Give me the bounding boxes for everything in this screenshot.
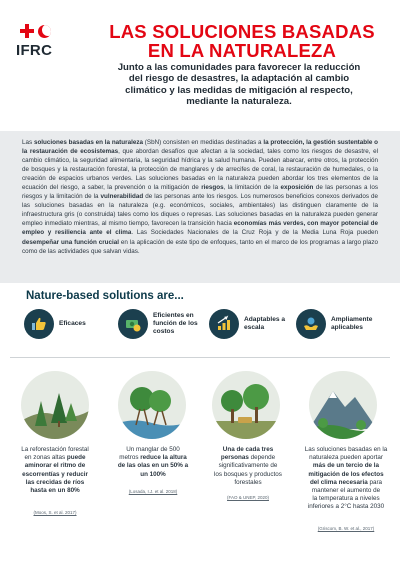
- property-label-line: función de los: [153, 320, 198, 327]
- stat-bold: un 100%: [140, 470, 166, 478]
- property-label: [244, 316, 285, 332]
- property-effective: [24, 309, 86, 339]
- illustration-circle: [212, 371, 280, 439]
- intro-bold: riesgos: [201, 184, 224, 192]
- citation[interactable]: (Losada, I.J. et al. 2018): [128, 489, 178, 494]
- red-crescent-icon: [38, 25, 51, 38]
- stat-bold: más de un tercio de la: [312, 462, 380, 470]
- mangrove-illustration: [109, 369, 195, 441]
- subtitle-line-1: Junto a las comunidades para favorecer la reducción: [117, 62, 361, 73]
- title-line-2: EN LA NATURALEZA: [147, 40, 337, 61]
- stat-bold: hasta en un 80%: [30, 487, 80, 495]
- stat-line: los bosques y productos: [214, 470, 282, 478]
- stat-line: la temperatura a niveles: [312, 495, 380, 503]
- stat-mangrove: [108, 446, 198, 479]
- forest-products-illustration: [203, 369, 289, 441]
- illustration-circle: [309, 371, 377, 439]
- page-subtitle: [84, 62, 394, 108]
- stat-line: [10, 479, 100, 487]
- stat-line: [10, 471, 100, 479]
- stat-line: [298, 479, 394, 487]
- property-label-line: Adaptables a: [244, 316, 286, 323]
- citation[interactable]: (Moos, S. et al. 2017): [33, 510, 77, 515]
- stat-bold: del clima necesaria: [309, 478, 368, 486]
- stat-line: naturaleza pueden aportar: [309, 454, 383, 462]
- stat-line: Las soluciones basadas en la: [304, 446, 388, 453]
- intro-bold: la protección, la gestión sustentable o la restauración de ecosistemas: [22, 139, 379, 156]
- intro-bold: vulnerabilidad: [100, 193, 144, 201]
- stat-line: La reforestación forestal: [21, 446, 89, 453]
- stat-climate-mitigation: [298, 446, 394, 512]
- stat-line: [108, 462, 198, 470]
- section-divider: [10, 357, 390, 358]
- intro-bold: exposición: [280, 184, 314, 192]
- illustration-circle: [21, 371, 89, 439]
- ifrc-logo: [16, 24, 62, 59]
- stat-bold: mitigación de los efectos: [308, 470, 384, 478]
- mountain-illustration: [300, 369, 386, 441]
- section-title: Nature-based solutions are...: [26, 290, 184, 302]
- stat-bold: puede: [66, 454, 86, 462]
- stat-line: inferiores a 2°C hasta 2030: [307, 503, 385, 511]
- citation[interactable]: (Griscom, B. W. et al., 2017): [317, 526, 375, 531]
- money-icon: [118, 309, 148, 339]
- property-label-line: escala: [244, 324, 265, 331]
- page-header: [0, 0, 400, 140]
- scalable-icon: [209, 309, 239, 339]
- intro-text: , la limitación de la: [223, 184, 281, 192]
- stat-bold: reduce la altura: [140, 454, 187, 462]
- intro-text: , que abordan desafíos que afectan a la sociedad, tales como los riesgos de desastre, el cambio climático, la seguridad alimentaria, la seguridad hídrica y la salud humana. Pueden abarcar, entre otros, la protección de bosques y la restauración forestal, la protección de manglares y de arrecifes de coral, la restauración de humedales, o la creación de espacios urbanos verdes. Las soluciones basadas en la naturaleza pueden abordar los tres elementos de la ecuación del riesgo, a saber, la prevención o la mitigación de: [22, 148, 378, 192]
- stat-line: mantener el aumento de: [311, 487, 381, 495]
- stat-bold: aminorar el ritmo de: [24, 462, 86, 470]
- hands-icon: [296, 309, 326, 339]
- nbs-properties: [24, 309, 384, 349]
- stat-line: [298, 462, 394, 470]
- stat-line: forestales: [234, 478, 262, 486]
- intro-text: . Las Sociedades Nacionales de la Cruz Roja y de la Media Luna Roja pueden: [131, 229, 379, 237]
- property-label-line: aplicables: [331, 324, 363, 331]
- illustration-circle: [118, 371, 186, 439]
- property-label: [59, 320, 86, 328]
- property-widely-applicable: [296, 309, 372, 339]
- property-scalable: [209, 309, 285, 339]
- intro-text: de las personas a los riesgos y la limitación de la: [22, 184, 378, 201]
- intro-text: de las personas ante los riesgos. Los numerosos beneficios conexos derivados de las soluciones basadas en la naturaleza (e.g. económicos, sociales, ambientales) las distinguen claramente de la infraestructura gris (o construida) tales como los diques o represas. Las soluciones basadas en la naturaleza pueden generar empleo inmediato mientras, al mismo tiempo, favorecen la transición hacia: [22, 193, 378, 228]
- property-label-line: Eficaces: [59, 320, 86, 327]
- stat-text: depende: [248, 454, 276, 462]
- stat-line: [108, 454, 198, 462]
- thumbs-up-icon: [24, 309, 54, 339]
- property-label-line: costos: [153, 328, 175, 335]
- stat-bold: de las olas en un 50% a: [117, 462, 189, 470]
- intro-text: (SbN) consisten en medidas destinadas a: [142, 139, 264, 146]
- stat-bold: escorrentías y reducir: [22, 470, 88, 478]
- forest-illustration: [12, 369, 98, 441]
- stat-line: Un manglar de 500: [126, 446, 180, 453]
- subtitle-line-3: climático y las medidas de mitigación al respecto,: [125, 84, 353, 96]
- red-cross-icon: [20, 24, 34, 38]
- page-title: [92, 22, 392, 60]
- stat-bold: Una de cada tres: [222, 446, 274, 453]
- intro-paragraph: [0, 131, 400, 283]
- property-label: [331, 316, 372, 332]
- stat-line: [203, 446, 293, 454]
- stat-text: en zonas altas: [24, 454, 67, 462]
- property-label: [153, 312, 198, 336]
- property-label-line: Ampliamente: [331, 316, 373, 323]
- title-line-1: LAS SOLUCIONES BASADAS: [109, 21, 375, 42]
- subtitle-line-4: mediante la naturaleza.: [186, 96, 292, 108]
- property-label-line: Eficientes en: [153, 312, 194, 319]
- stat-bold: personas: [220, 454, 249, 462]
- logo-text: IFRC: [16, 42, 53, 59]
- stat-line: [108, 471, 198, 479]
- stat-line: [203, 454, 293, 462]
- stat-line: [10, 454, 100, 462]
- stat-line: [10, 462, 100, 470]
- intro-bold: desempeñar una función crucial: [22, 238, 120, 246]
- logo-symbols: [20, 24, 62, 38]
- stat-line: significativamente de: [218, 462, 278, 470]
- stat-reforestation: [10, 446, 100, 495]
- citation[interactable]: (FAO & UNEP, 2020): [227, 495, 269, 500]
- stat-text: metros: [119, 454, 141, 462]
- stat-forest-dependence: [203, 446, 293, 487]
- stat-bold: las crecidas de ríos: [25, 478, 85, 486]
- stat-line: [298, 471, 394, 479]
- intro-text: en la aplicación de este tipo de enfoques, tanto en el marco de los programas a largo plazo como de las actividades que salvan vidas.: [22, 238, 378, 255]
- stat-line: [10, 487, 100, 495]
- subtitle-line-2: del riesgo de desastres, la adaptación al cambio: [128, 73, 350, 85]
- stat-text: para: [369, 478, 383, 486]
- intro-text: Las: [22, 139, 34, 146]
- property-cost-efficient: [118, 309, 198, 339]
- intro-bold: economías más verdes, con mayor potencial de empleo y resiliencia ante el clima: [22, 220, 378, 237]
- intro-bold: soluciones basadas en la naturaleza: [33, 139, 143, 146]
